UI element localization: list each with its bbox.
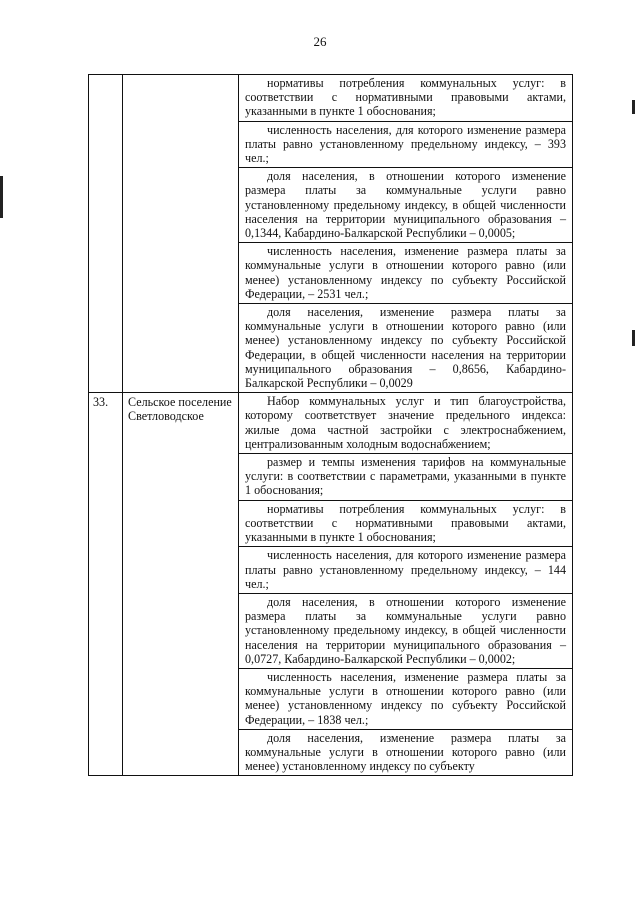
description-text: доля населения, изменение размера платы за коммунальные услуги в отношении которого равно (или менее) установленному индексу по субъекту — [245, 730, 566, 774]
description-text: доля населения, в отношении которого изменение размера платы за коммунальные услуги равно установленному предельному индексу, в общей численности населения на территории муниципального образования – 0,0727, Кабардино-Балкарской Республики – 0,0002; — [245, 594, 566, 666]
description-item — [239, 243, 572, 304]
description-item — [239, 168, 572, 243]
description-item — [239, 75, 572, 122]
description-text: численность населения, изменение размера платы за коммунальные услуги в отношении которого равно (или менее) установленному индексу по субъекту Российской Федерации, – 2531 чел.; — [245, 244, 566, 301]
description-item — [239, 669, 572, 730]
scan-artifact — [0, 176, 3, 218]
description-item — [239, 501, 572, 548]
description-item — [239, 122, 572, 169]
scan-artifact — [632, 100, 635, 114]
description-text: Набор коммунальных услуг и тип благоустройства, которому соответствует значение предельного индекса: жилые дома частной застройки с электроснабжением, централизованным холодным водоснабжением; — [245, 394, 566, 451]
description-item — [239, 454, 572, 501]
indices-table — [88, 74, 573, 776]
description-item — [239, 730, 572, 776]
table-row — [89, 393, 573, 776]
description-cell — [239, 393, 573, 776]
description-text: доля населения, изменение размера платы за коммунальные услуги в отношении которого равно (или менее) установленному индексу по субъекту Российской Федерации, в общей численности населения на территории муниципального образования – 0,8656, Кабардино-Балкарской Республики – 0,0029 — [245, 305, 566, 391]
description-item — [239, 547, 572, 594]
page-number: 26 — [313, 34, 327, 49]
description-text: численность населения, изменение размера платы за коммунальные услуги в отношении которого равно (или менее) установленному индексу по субъекту Российской Федерации, – 1838 чел.; — [245, 669, 566, 727]
description-item — [239, 594, 572, 669]
row-number-cell — [89, 75, 123, 393]
description-text: доля населения, в отношении которого изменение размера платы за коммунальные услуги равно установленному предельному индексу, в общей численности населения на территории муниципального образования – 0,1344, Кабардино-Балкарской Республики – 0,0005; — [245, 169, 566, 241]
row-number-cell: 33. — [89, 393, 123, 776]
table-row — [89, 75, 573, 393]
description-item — [239, 304, 572, 392]
municipality-cell: Сельское поселение Светловодское — [123, 393, 239, 776]
description-item — [239, 393, 572, 454]
description-text: нормативы потребления коммунальных услуг: в соответствии с нормативными правовыми актами, указанными в пункте 1 обоснования; — [245, 501, 566, 545]
description-cell — [239, 75, 573, 393]
description-text: численность населения, для которого изменение размера платы равно установленному предельному индексу, – 144 чел.; — [245, 548, 566, 591]
description-text: численность населения, для которого изменение размера платы равно установленному предельному индексу, – 393 чел.; — [245, 122, 566, 166]
description-text: размер и темпы изменения тарифов на коммунальные услуги: в соответствии с параметрами, указанными в пункте 1 обоснования; — [245, 455, 566, 498]
description-text: нормативы потребления коммунальных услуг: в соответствии с нормативными правовыми актами, указанными в пункте 1 обоснования; — [245, 76, 566, 119]
scan-artifact — [632, 330, 635, 346]
municipality-cell — [123, 75, 239, 393]
